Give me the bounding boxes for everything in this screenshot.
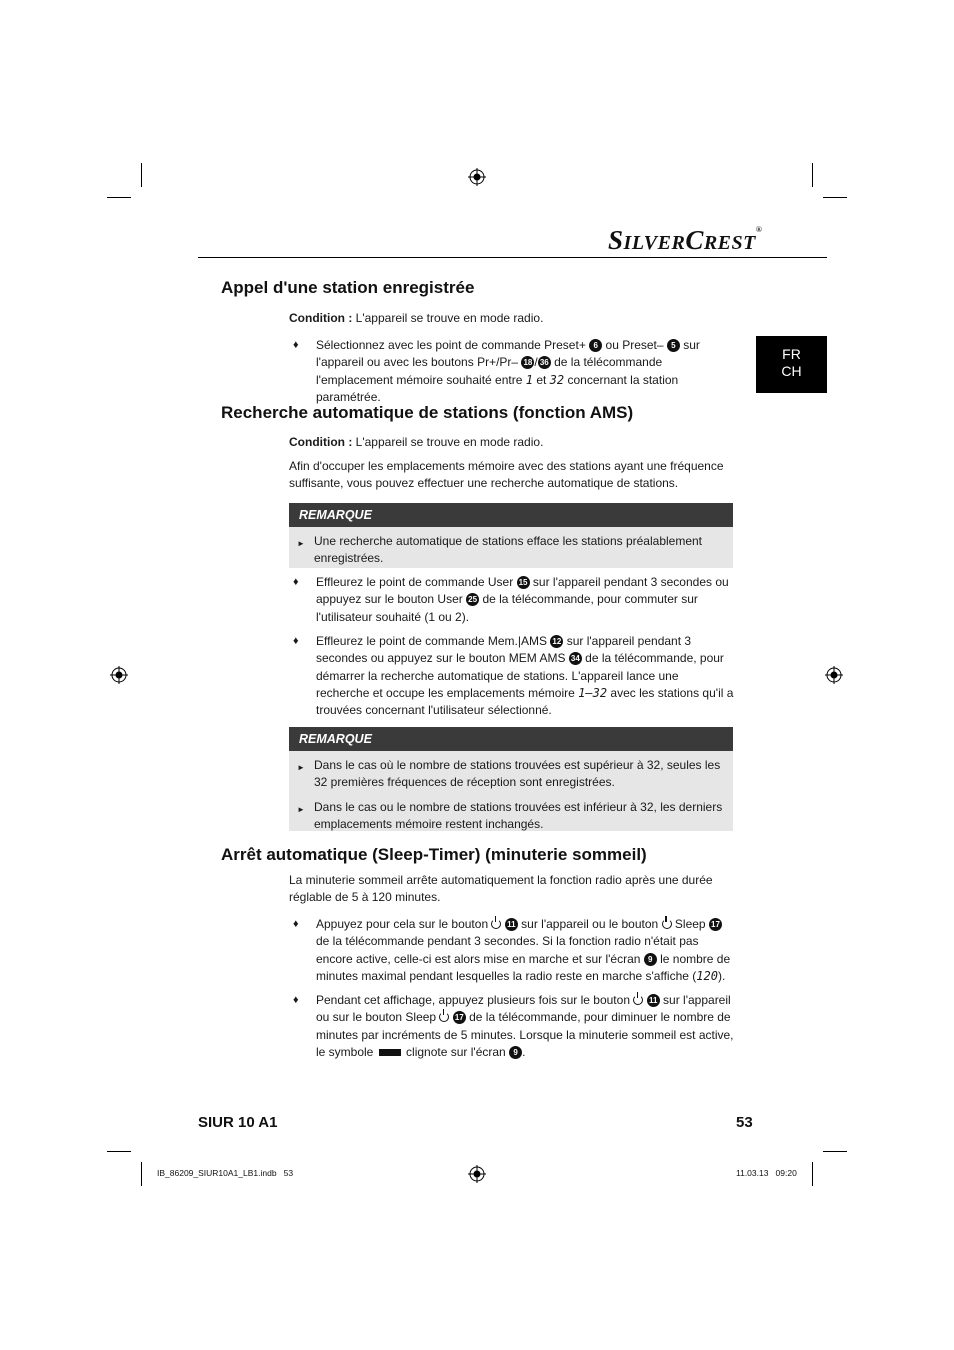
power-icon [662, 919, 672, 929]
diamond-bullet-icon: ♦ [293, 339, 299, 351]
list-item: ♦ Appuyez pour cela sur le bouton 11 sur l'appareil ou le bouton Sleep 17 de la télécommande pendant 3 secondes. Si la fonction radio n'était pas encore active, celle-ci est alors mise en marche et sur l'écran 9 le nombre de minutes maximal pendant lesquelles la radio reste en marche s'affiche (120). [293, 917, 731, 983]
list-item: ♦ Pendant cet affichage, appuyez plusieurs fois sur le bouton 11 sur l'appareil ou sur le bouton Sleep 17 de la télécommande, pour diminuer le nombre de minutes par incréments de 5 minutes. Lorsque la minuterie sommeil est active, le symbole clignote sur l'écran 9 . [293, 993, 734, 1059]
crop-mark [812, 163, 813, 187]
crop-mark [812, 1162, 813, 1186]
intro-paragraph: Afin d'occuper les emplacements mémoire avec des stations ayant une fréquence suffisante, vous pouvez effectuer une recherche automatique de stations. [289, 459, 724, 491]
crop-mark [107, 1151, 131, 1152]
note-item: ► Une recherche automatique de stations efface les stations préalablement enregistrées. [297, 534, 703, 566]
power-icon [491, 919, 501, 929]
section-title-sleep: Arrêt automatique (Sleep-Timer) (minuterie sommeil) [221, 845, 647, 864]
note-header: REMARQUE [289, 727, 733, 751]
note-box [289, 503, 733, 568]
note-item: ► Dans le cas ou le nombre de stations trouvées est inférieur à 32, les derniers emplacements mémoire restent inchangés. [297, 799, 723, 831]
brand-logo: SILVERCREST® [608, 225, 763, 255]
registration-mark-icon [825, 666, 843, 684]
diamond-bullet-icon: ♦ [293, 994, 299, 1006]
footer-model: SIUR 10 A1 [198, 1114, 278, 1131]
registration-mark-icon [110, 666, 128, 684]
diamond-bullet-icon: ♦ [293, 635, 299, 647]
note-box [289, 727, 733, 831]
note-header: REMARQUE [289, 503, 733, 527]
list-item: ♦ Effleurez le point de commande User 15 sur l'appareil pendant 3 secondes ou appuyez sur le bouton User 25 de la télécommande, pour commuter sur l'utilisateur souhaité (1 ou 2). [293, 575, 729, 624]
list-item: ♦ Effleurez le point de commande Mem.|AMS 12 sur l'appareil pendant 3 secondes ou appuyez sur le bouton MEM AMS 34 de la télécommande, pour démarrer la recherche automatique de stations. L'appareil lance une recherche et occupe les emplacements mémoire 1–32 avec les stations qu'il a trouvées concernant l'utilisateur sélectionné. [293, 634, 734, 718]
crop-mark [823, 1151, 847, 1152]
section-title-ams: Recherche automatique de stations (fonction AMS) [221, 403, 634, 422]
condition: Condition : L'appareil se trouve en mode radio. [289, 311, 544, 325]
arrow-bullet-icon: ► [297, 763, 305, 772]
power-icon [633, 995, 643, 1005]
section-title-appel: Appel d'une station enregistrée [221, 278, 475, 297]
registration-mark-icon [468, 168, 486, 186]
header-rule [198, 257, 827, 258]
list-item: ♦ Sélectionnez avec les point de commande Preset+ 6 ou Preset– 5 sur l'appareil ou avec les boutons Pr+/Pr– 18 / 36 de la télécommande l'emplacement mémoire souhaité entre 1 et 32 concernant la station paramétrée. [293, 338, 700, 404]
footer-page-number: 53 [736, 1114, 753, 1131]
diamond-bullet-icon: ♦ [293, 576, 299, 588]
bed-icon [379, 1049, 401, 1056]
crop-mark [141, 163, 142, 187]
crop-mark [823, 197, 847, 198]
intro-paragraph: La minuterie sommeil arrête automatiquement la fonction radio après une durée réglable de 5 à 120 minutes. [289, 873, 713, 905]
print-date-info: 11.03.13 09:20 [736, 1168, 797, 1178]
power-icon [439, 1012, 449, 1022]
registration-mark-icon [468, 1165, 486, 1183]
print-file-info: IB_86209_SIUR10A1_LB1.indb 53 [157, 1168, 294, 1178]
condition: Condition : L'appareil se trouve en mode radio. [289, 435, 544, 449]
language-tab: FR CH [756, 336, 827, 393]
note-item: ► Dans le cas où le nombre de stations trouvées est supérieur à 32, seules les 32 premières fréquences de réception sont enregistrées. [297, 758, 721, 790]
arrow-bullet-icon: ► [297, 804, 305, 814]
arrow-bullet-icon: ► [297, 539, 305, 548]
diamond-bullet-icon: ♦ [293, 918, 299, 930]
crop-mark [141, 1162, 142, 1186]
crop-mark [107, 197, 131, 198]
